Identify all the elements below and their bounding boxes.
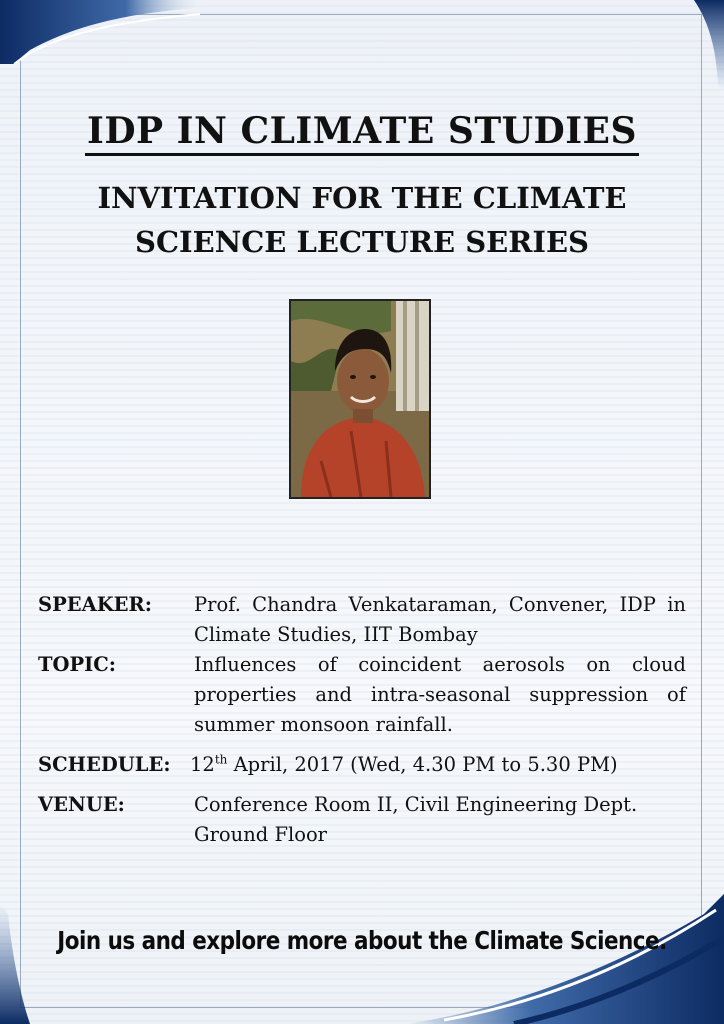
schedule-day: 12 (190, 753, 215, 776)
schedule-value (190, 750, 686, 780)
subtitle-line-2: SCIENCE LECTURE SERIES (135, 225, 589, 259)
bottom-left-swoosh-decoration (0, 904, 40, 1024)
schedule-day-suffix: th (214, 752, 228, 767)
speaker-value: Prof. Chandra Venkataraman, Convener, IDP in Climate Studies, IIT Bombay (194, 593, 686, 646)
subtitle-line-1: INVITATION FOR THE CLIMATE (97, 181, 627, 215)
venue-line-2: Ground Floor (194, 823, 328, 846)
event-details (38, 590, 686, 850)
topic-label: TOPIC: (38, 653, 116, 676)
speaker-photo (289, 299, 431, 499)
schedule-rest: April, 2017 (Wed, 4.30 PM to 5.30 PM) (227, 753, 618, 776)
venue-value (194, 790, 686, 850)
venue-row (38, 790, 686, 850)
page-frame (20, 14, 702, 1008)
top-left-swoosh-decoration (0, 0, 220, 70)
topic-row (38, 650, 686, 740)
schedule-label: SCHEDULE: (38, 753, 171, 776)
poster-subtitle (0, 176, 724, 264)
speaker-row (38, 590, 686, 650)
venue-line-1: Conference Room II, Civil Engineering Dept. (194, 793, 638, 816)
schedule-row (38, 750, 686, 780)
speaker-label: SPEAKER: (38, 593, 152, 616)
footer-invitation: Join us and explore more about the Climate Science. (57, 926, 667, 955)
topic-value: Influences of coincident aerosols on cloud properties and intra-seasonal suppression of summer monsoon rainfall. (194, 653, 686, 736)
venue-label: VENUE: (38, 793, 125, 816)
top-right-swoosh-decoration (664, 0, 724, 90)
bottom-right-swoosh-decoration (404, 894, 724, 1024)
poster-title: IDP IN CLIMATE STUDIES (0, 110, 724, 152)
